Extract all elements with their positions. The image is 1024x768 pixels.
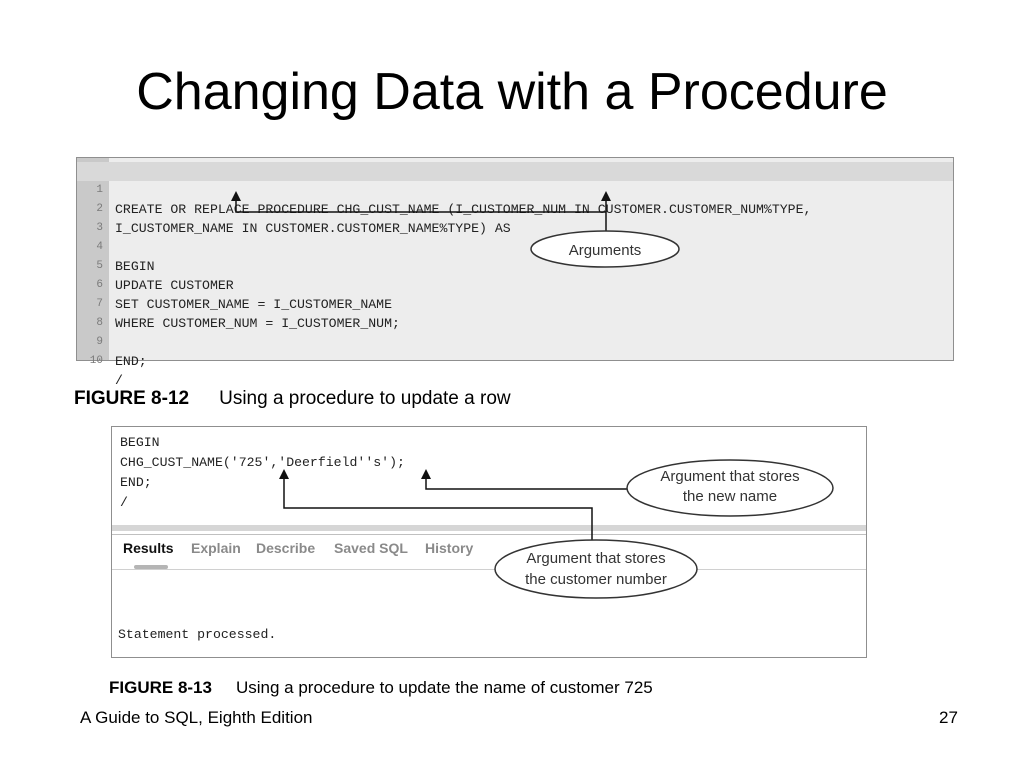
code-line: END; [120,475,152,490]
line-number: 1 [96,184,103,196]
code-text: SET CUSTOMER_NAME = I_CUSTOMER_NAME [115,297,392,312]
line-number: 6 [96,279,103,291]
arrow-to-customer-name [236,196,606,231]
code-line: BEGIN [120,435,160,450]
tab-describe[interactable]: Describe [256,540,316,556]
arrow-to-new-name [426,474,627,489]
figure-caption: Using a procedure to update a row [219,388,511,409]
line-number: 4 [96,241,103,253]
callout-label-line: Argument that stores [660,468,800,485]
line-number: 10 [89,355,103,367]
code-text: WHERE CUSTOMER_NUM = I_CUSTOMER_NUM; [115,316,400,331]
figure-number: FIGURE 8-13 [109,678,212,697]
code-text: / [115,373,123,388]
code-text: CREATE OR REPLACE PROCEDURE CHG_CUST_NAME (I_CUSTOMER_NUM IN CUSTOMER.CUSTOMER_NUM%TYPE, [115,202,812,217]
arrow-to-customer-number [284,474,592,545]
line-number: 8 [96,317,103,329]
code-line: CHG_CUST_NAME('725','Deerfield''s'); [120,455,405,470]
callout-label-line: the customer number [525,571,667,588]
line-number: 9 [96,336,103,348]
code-line: / [120,495,128,510]
tab-explain[interactable]: Explain [191,540,241,556]
tab-results[interactable]: Results [123,540,174,556]
tab-saved-sql[interactable]: Saved SQL [334,540,408,556]
slide-title: Changing Data with a Procedure [136,63,888,121]
figure-number: FIGURE 8-12 [74,388,190,409]
footer-book-title: A Guide to SQL, Eighth Edition [80,708,313,727]
callout-label-line: the new name [682,488,778,505]
callout-ellipse [495,540,697,598]
line-number: 5 [96,260,103,272]
line-number: 3 [96,222,103,234]
arguments-callout [236,196,679,267]
figure-caption: Using a procedure to update the name of customer 725 [235,678,653,697]
page-number: 27 [939,708,958,727]
tab-history[interactable]: History [425,540,474,556]
code-text: BEGIN [115,259,155,274]
results-output: Statement processed. [118,627,277,642]
code-text: I_CUSTOMER_NAME IN CUSTOMER.CUSTOMER_NAME%TYPE) AS [115,221,511,236]
code-text: UPDATE CUSTOMER [115,278,234,293]
callout-label-line: Argument that stores [526,550,666,567]
line-number: 7 [96,298,103,310]
callout-label: Arguments [568,242,642,259]
line-number: 2 [96,203,103,215]
code-text: END; [115,354,147,369]
